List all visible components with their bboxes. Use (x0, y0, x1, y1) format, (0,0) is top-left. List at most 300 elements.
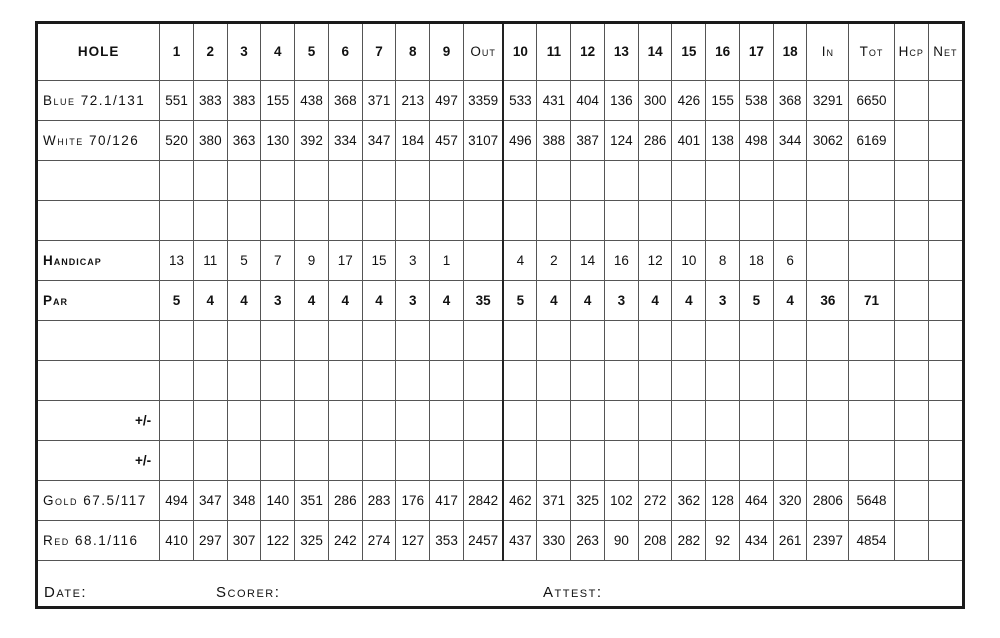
par-row-net (928, 280, 962, 320)
white-tee-row-hole-4: 130 (261, 120, 295, 160)
gold-tee-row-hole-2: 347 (193, 480, 227, 520)
par-row-hole-9: 4 (430, 280, 464, 320)
player-score-row-hole-9[interactable] (430, 320, 464, 360)
plus-minus-row-hole-6[interactable] (328, 400, 362, 440)
player-score-row-hole-16[interactable] (706, 200, 740, 240)
par-row (38, 280, 962, 320)
blue-tee-row-hole-7: 371 (362, 80, 396, 120)
plus-minus-row-hole-5[interactable] (295, 400, 329, 440)
plus-minus-row-hole-14[interactable] (638, 400, 672, 440)
player-score-row-out[interactable] (463, 320, 503, 360)
blue-tee-row-in: 3291 (807, 80, 849, 120)
plus-minus-row-hole-7[interactable] (362, 440, 396, 480)
hole-number: 10 (503, 24, 537, 80)
gold-tee-row-hole-11: 371 (537, 480, 571, 520)
blue-tee-row-hole-18: 368 (773, 80, 807, 120)
player-score-row-hole-5[interactable] (295, 360, 329, 400)
white-tee-row (38, 120, 962, 160)
gold-tee-row-label: Gold 67.5/117 (38, 480, 160, 520)
blue-tee-row-tot: 6650 (849, 80, 895, 120)
player-score-row-hole-14[interactable] (638, 360, 672, 400)
player-score-row-hole-14[interactable] (638, 320, 672, 360)
in-header: In (807, 24, 849, 80)
white-tee-row-hole-16: 138 (706, 120, 740, 160)
handicap-row-hole-18: 6 (773, 240, 807, 280)
white-tee-row-tot: 6169 (849, 120, 895, 160)
player-score-row-hole-9[interactable] (430, 200, 464, 240)
gold-tee-row-net (928, 480, 962, 520)
red-tee-row-hole-4: 122 (261, 520, 295, 560)
net-header: Net (928, 24, 962, 80)
player-score-row-hcp[interactable] (894, 320, 928, 360)
player-score-row-hole-13[interactable] (604, 200, 638, 240)
player-score-row-hole-16[interactable] (706, 160, 740, 200)
gold-tee-row-out: 2842 (463, 480, 503, 520)
player-score-row-hole-11[interactable] (537, 200, 571, 240)
red-tee-row-in: 2397 (807, 520, 849, 560)
hole-number: 18 (773, 24, 807, 80)
player-score-row-tot[interactable] (849, 360, 895, 400)
player-score-row-hole-8[interactable] (396, 360, 430, 400)
handicap-row-hole-14: 12 (638, 240, 672, 280)
plus-minus-row-hole-4[interactable] (261, 440, 295, 480)
plus-minus-row-hole-3[interactable] (227, 400, 261, 440)
gold-tee-row-hole-8: 176 (396, 480, 430, 520)
player-score-row-hole-17[interactable] (739, 360, 773, 400)
player-score-row-hcp[interactable] (894, 200, 928, 240)
blue-tee-row-hole-17: 538 (739, 80, 773, 120)
player-score-row-hole-4[interactable] (261, 200, 295, 240)
plus-minus-row-hole-10[interactable] (503, 440, 537, 480)
player-score-row-hole-2[interactable] (193, 320, 227, 360)
red-tee-row-hole-3: 307 (227, 520, 261, 560)
par-row-hole-7: 4 (362, 280, 396, 320)
par-row-hole-14: 4 (638, 280, 672, 320)
player-score-row-hole-15[interactable] (672, 200, 706, 240)
player-score-row-hole-5[interactable] (295, 200, 329, 240)
plus-minus-row-hole-7[interactable] (362, 400, 396, 440)
player-score-row-hole-12[interactable] (571, 160, 605, 200)
out-header: Out (463, 24, 503, 80)
white-tee-row-hole-7: 347 (362, 120, 396, 160)
gold-tee-row-hole-18: 320 (773, 480, 807, 520)
plus-minus-row-hole-16[interactable] (706, 400, 740, 440)
plus-minus-row-hole-15[interactable] (672, 440, 706, 480)
red-tee-row-hole-17: 434 (739, 520, 773, 560)
hole-header: HOLE (38, 24, 160, 80)
plus-minus-row-hole-8[interactable] (396, 440, 430, 480)
gold-tee-row-hole-16: 128 (706, 480, 740, 520)
red-tee-row-hole-11: 330 (537, 520, 571, 560)
plus-minus-row (38, 400, 962, 440)
plus-minus-row-hole-9[interactable] (430, 400, 464, 440)
par-row-hole-15: 4 (672, 280, 706, 320)
player-score-row-hole-13[interactable] (604, 160, 638, 200)
gold-tee-row-tot: 5648 (849, 480, 895, 520)
white-tee-row-net (928, 120, 962, 160)
player-score-row-hole-18[interactable] (773, 160, 807, 200)
plus-minus-row-hcp[interactable] (894, 440, 928, 480)
player-score-row-net[interactable] (928, 360, 962, 400)
plus-minus-row-hole-2[interactable] (193, 400, 227, 440)
plus-minus-row-hole-5[interactable] (295, 440, 329, 480)
player-score-row-hole-10[interactable] (503, 160, 537, 200)
red-tee-row-hcp (894, 520, 928, 560)
handicap-row-hole-7: 15 (362, 240, 396, 280)
plus-minus-row-hole-3[interactable] (227, 440, 261, 480)
handicap-row-hole-4: 7 (261, 240, 295, 280)
plus-minus-row-hole-18[interactable] (773, 440, 807, 480)
white-tee-row-hole-14: 286 (638, 120, 672, 160)
white-tee-row-out: 3107 (463, 120, 503, 160)
player-score-row-hole-4[interactable] (261, 160, 295, 200)
blue-tee-row-hole-1: 551 (160, 80, 194, 120)
hole-number: 17 (739, 24, 773, 80)
player-score-row-hole-7[interactable] (362, 160, 396, 200)
plus-minus-row-hole-2[interactable] (193, 440, 227, 480)
player-score-row-hcp[interactable] (894, 360, 928, 400)
blue-tee-row-hole-4: 155 (261, 80, 295, 120)
player-score-row-in[interactable] (807, 200, 849, 240)
red-tee-row-out: 2457 (463, 520, 503, 560)
player-score-row-hole-6[interactable] (328, 160, 362, 200)
plus-minus-row-hole-11[interactable] (537, 400, 571, 440)
handicap-row-out (463, 240, 503, 280)
plus-minus-row-hole-11[interactable] (537, 440, 571, 480)
plus-minus-row (38, 440, 962, 480)
player-score-row-hole-18[interactable] (773, 200, 807, 240)
player-score-row-hole-8[interactable] (396, 160, 430, 200)
blue-tee-row-hole-9: 497 (430, 80, 464, 120)
red-tee-row-hole-5: 325 (295, 520, 329, 560)
plus-minus-row-net[interactable] (928, 440, 962, 480)
handicap-row-hole-5: 9 (295, 240, 329, 280)
par-row-hole-18: 4 (773, 280, 807, 320)
white-tee-row-hole-17: 498 (739, 120, 773, 160)
white-tee-row-hole-1: 520 (160, 120, 194, 160)
par-row-out: 35 (463, 280, 503, 320)
blue-tee-row-hole-3: 383 (227, 80, 261, 120)
red-tee-row (38, 520, 962, 560)
player-score-row-out[interactable] (463, 360, 503, 400)
red-tee-row-hole-1: 410 (160, 520, 194, 560)
handicap-row-hole-3: 5 (227, 240, 261, 280)
handicap-row-hole-11: 2 (537, 240, 571, 280)
player-score-row-tot[interactable] (849, 320, 895, 360)
player-score-row (38, 320, 962, 360)
plus-minus-row-hcp[interactable] (894, 400, 928, 440)
blue-tee-row-hole-5: 438 (295, 80, 329, 120)
red-tee-row-label: Red 68.1/116 (38, 520, 160, 560)
handicap-row-hcp (894, 240, 928, 280)
player-score-row-in[interactable] (807, 160, 849, 200)
par-row-in: 36 (807, 280, 849, 320)
plus-minus-row-hole-16[interactable] (706, 440, 740, 480)
white-tee-row-hole-3: 363 (227, 120, 261, 160)
player-score-row-hole-12[interactable] (571, 200, 605, 240)
player-score-row-label (38, 160, 160, 200)
red-tee-row-hole-6: 242 (328, 520, 362, 560)
par-row-label: Par (38, 280, 160, 320)
plus-minus-row-hole-10[interactable] (503, 400, 537, 440)
gold-tee-row-hole-15: 362 (672, 480, 706, 520)
plus-minus-row-hole-14[interactable] (638, 440, 672, 480)
blue-tee-row-hole-6: 368 (328, 80, 362, 120)
player-score-row-out[interactable] (463, 200, 503, 240)
player-score-row-net[interactable] (928, 160, 962, 200)
player-score-row-tot[interactable] (849, 160, 895, 200)
plus-minus-row-in[interactable] (807, 400, 849, 440)
hole-number: 1 (160, 24, 194, 80)
white-tee-row-hole-10: 496 (503, 120, 537, 160)
white-tee-row-label: White 70/126 (38, 120, 160, 160)
player-score-row-hole-4[interactable] (261, 320, 295, 360)
blue-tee-row-hole-12: 404 (571, 80, 605, 120)
player-score-row-hole-13[interactable] (604, 320, 638, 360)
player-score-row-hole-10[interactable] (503, 360, 537, 400)
gold-tee-row-in: 2806 (807, 480, 849, 520)
gold-tee-row-hole-3: 348 (227, 480, 261, 520)
gold-tee-row-hcp (894, 480, 928, 520)
player-score-row-hole-16[interactable] (706, 360, 740, 400)
par-row-hole-6: 4 (328, 280, 362, 320)
blue-tee-row-hole-11: 431 (537, 80, 571, 120)
signature-line (38, 562, 962, 606)
player-score-row-hole-11[interactable] (537, 360, 571, 400)
handicap-row-hole-2: 11 (193, 240, 227, 280)
plus-minus-row-out[interactable] (463, 400, 503, 440)
tot-header: Tot (849, 24, 895, 80)
player-score-row-hole-17[interactable] (739, 160, 773, 200)
white-tee-row-hole-15: 401 (672, 120, 706, 160)
player-score-row-hole-14[interactable] (638, 160, 672, 200)
plus-minus-row-hole-17[interactable] (739, 440, 773, 480)
player-score-row-hole-3[interactable] (227, 360, 261, 400)
par-row-hole-8: 3 (396, 280, 430, 320)
player-score-row-hole-3[interactable] (227, 160, 261, 200)
par-row-tot: 71 (849, 280, 895, 320)
hole-number: 14 (638, 24, 672, 80)
plus-minus-row-hole-17[interactable] (739, 400, 773, 440)
blue-tee-row-hole-14: 300 (638, 80, 672, 120)
player-score-row-hole-6[interactable] (328, 200, 362, 240)
plus-minus-row-hole-8[interactable] (396, 400, 430, 440)
gold-tee-row-hole-4: 140 (261, 480, 295, 520)
red-tee-row-hole-18: 261 (773, 520, 807, 560)
par-row-hole-5: 4 (295, 280, 329, 320)
player-score-row-net[interactable] (928, 320, 962, 360)
hcp-header: Hcp (894, 24, 928, 80)
player-score-row-hole-1[interactable] (160, 160, 194, 200)
plus-minus-row-tot[interactable] (849, 400, 895, 440)
gold-tee-row-hole-7: 283 (362, 480, 396, 520)
blue-tee-row-hole-13: 136 (604, 80, 638, 120)
plus-minus-row-hole-13[interactable] (604, 400, 638, 440)
plus-minus-row-hole-15[interactable] (672, 400, 706, 440)
handicap-row-hole-15: 10 (672, 240, 706, 280)
blue-tee-row-hole-10: 533 (503, 80, 537, 120)
player-score-row-hole-11[interactable] (537, 160, 571, 200)
plus-minus-row-hole-1[interactable] (160, 400, 194, 440)
player-score-row-hole-8[interactable] (396, 320, 430, 360)
player-score-row-hole-10[interactable] (503, 200, 537, 240)
hole-number: 3 (227, 24, 261, 80)
player-score-row-hole-12[interactable] (571, 360, 605, 400)
plus-minus-row-out[interactable] (463, 440, 503, 480)
blue-tee-row-hole-2: 383 (193, 80, 227, 120)
player-score-row-hole-11[interactable] (537, 320, 571, 360)
red-tee-row-hole-13: 90 (604, 520, 638, 560)
attest-field-label: Attest: (543, 584, 603, 601)
gold-tee-row-hole-12: 325 (571, 480, 605, 520)
player-score-row-net[interactable] (928, 200, 962, 240)
par-row-hole-3: 4 (227, 280, 261, 320)
white-tee-row-in: 3062 (807, 120, 849, 160)
blue-tee-row-hcp (894, 80, 928, 120)
player-score-row-hole-8[interactable] (396, 200, 430, 240)
plus-minus-row-tot[interactable] (849, 440, 895, 480)
plus-minus-row-net[interactable] (928, 400, 962, 440)
player-score-row-hole-1[interactable] (160, 360, 194, 400)
red-tee-row-hole-15: 282 (672, 520, 706, 560)
par-row-hole-12: 4 (571, 280, 605, 320)
red-tee-row-hole-8: 127 (396, 520, 430, 560)
player-score-row-hole-6[interactable] (328, 360, 362, 400)
player-score-row-out[interactable] (463, 160, 503, 200)
scorer-field-label: Scorer: (216, 584, 281, 601)
par-row-hole-17: 5 (739, 280, 773, 320)
handicap-row-hole-17: 18 (739, 240, 773, 280)
handicap-row-in (807, 240, 849, 280)
player-score-row-label (38, 200, 160, 240)
player-score-row (38, 360, 962, 400)
plus-minus-row-label: +/- (38, 440, 160, 480)
player-score-row-hole-1[interactable] (160, 200, 194, 240)
blue-tee-row-out: 3359 (463, 80, 503, 120)
player-score-row-hole-7[interactable] (362, 320, 396, 360)
player-score-row-hole-16[interactable] (706, 320, 740, 360)
player-score-row-hole-9[interactable] (430, 360, 464, 400)
par-row-hole-13: 3 (604, 280, 638, 320)
plus-minus-row-hole-13[interactable] (604, 440, 638, 480)
blue-tee-row-hole-8: 213 (396, 80, 430, 120)
plus-minus-row-hole-9[interactable] (430, 440, 464, 480)
gold-tee-row-hole-1: 494 (160, 480, 194, 520)
player-score-row-hole-6[interactable] (328, 320, 362, 360)
red-tee-row-hole-2: 297 (193, 520, 227, 560)
white-tee-row-hole-6: 334 (328, 120, 362, 160)
plus-minus-row-hole-18[interactable] (773, 400, 807, 440)
gold-tee-row-hole-17: 464 (739, 480, 773, 520)
player-score-row-hole-1[interactable] (160, 320, 194, 360)
player-score-row-label (38, 320, 160, 360)
player-score-row-hole-10[interactable] (503, 320, 537, 360)
player-score-row-hole-17[interactable] (739, 200, 773, 240)
gold-tee-row-hole-10: 462 (503, 480, 537, 520)
handicap-row-hole-10: 4 (503, 240, 537, 280)
player-score-row-hole-4[interactable] (261, 360, 295, 400)
player-score-row-hole-7[interactable] (362, 360, 396, 400)
date-field-label: Date: (44, 584, 88, 601)
player-score-row-hole-18[interactable] (773, 320, 807, 360)
player-score-row-hole-3[interactable] (227, 200, 261, 240)
player-score-row-hole-5[interactable] (295, 160, 329, 200)
blue-tee-row-hole-15: 426 (672, 80, 706, 120)
par-row-hole-4: 3 (261, 280, 295, 320)
hole-number: 7 (362, 24, 396, 80)
player-score-row-hole-15[interactable] (672, 320, 706, 360)
handicap-row (38, 240, 962, 280)
red-tee-row-tot: 4854 (849, 520, 895, 560)
par-row-hole-10: 5 (503, 280, 537, 320)
player-score-row-hole-12[interactable] (571, 320, 605, 360)
player-score-row-in[interactable] (807, 360, 849, 400)
blue-tee-row-net (928, 80, 962, 120)
player-score-row-hole-3[interactable] (227, 320, 261, 360)
red-tee-row-hole-12: 263 (571, 520, 605, 560)
handicap-row-hole-1: 13 (160, 240, 194, 280)
player-score-row (38, 160, 962, 200)
plus-minus-row-hole-1[interactable] (160, 440, 194, 480)
player-score-row-tot[interactable] (849, 200, 895, 240)
white-tee-row-hole-18: 344 (773, 120, 807, 160)
handicap-row-label: Handicap (38, 240, 160, 280)
player-score-row-hole-9[interactable] (430, 160, 464, 200)
player-score-row-hole-15[interactable] (672, 160, 706, 200)
plus-minus-row-hole-6[interactable] (328, 440, 362, 480)
player-score-row-hole-2[interactable] (193, 200, 227, 240)
player-score-row-hole-5[interactable] (295, 320, 329, 360)
plus-minus-row-hole-12[interactable] (571, 440, 605, 480)
player-score-row-in[interactable] (807, 320, 849, 360)
white-tee-row-hole-8: 184 (396, 120, 430, 160)
player-score-row-hole-15[interactable] (672, 360, 706, 400)
hole-number: 12 (571, 24, 605, 80)
blue-tee-row-label: Blue 72.1/131 (38, 80, 160, 120)
white-tee-row-hcp (894, 120, 928, 160)
red-tee-row-hole-10: 437 (503, 520, 537, 560)
player-score-row-hole-2[interactable] (193, 160, 227, 200)
white-tee-row-hole-5: 392 (295, 120, 329, 160)
hole-number: 8 (396, 24, 430, 80)
plus-minus-row-hole-12[interactable] (571, 400, 605, 440)
blue-tee-row (38, 80, 962, 120)
player-score-row-hole-2[interactable] (193, 360, 227, 400)
handicap-row-hole-6: 17 (328, 240, 362, 280)
white-tee-row-hole-11: 388 (537, 120, 571, 160)
header-row (38, 24, 962, 80)
player-score-row-hole-18[interactable] (773, 360, 807, 400)
white-tee-row-hole-13: 124 (604, 120, 638, 160)
player-score-row-hcp[interactable] (894, 160, 928, 200)
red-tee-row-hole-7: 274 (362, 520, 396, 560)
player-score-row-hole-7[interactable] (362, 200, 396, 240)
par-row-hcp (894, 280, 928, 320)
handicap-row-hole-12: 14 (571, 240, 605, 280)
plus-minus-row-hole-4[interactable] (261, 400, 295, 440)
plus-minus-row-in[interactable] (807, 440, 849, 480)
blue-tee-row-hole-16: 155 (706, 80, 740, 120)
player-score-row-hole-17[interactable] (739, 320, 773, 360)
player-score-row-hole-13[interactable] (604, 360, 638, 400)
hole-number: 13 (604, 24, 638, 80)
hole-number: 6 (328, 24, 362, 80)
player-score-row-label (38, 360, 160, 400)
player-score-row-hole-14[interactable] (638, 200, 672, 240)
hole-number: 9 (430, 24, 464, 80)
red-tee-row-hole-14: 208 (638, 520, 672, 560)
gold-tee-row-hole-13: 102 (604, 480, 638, 520)
